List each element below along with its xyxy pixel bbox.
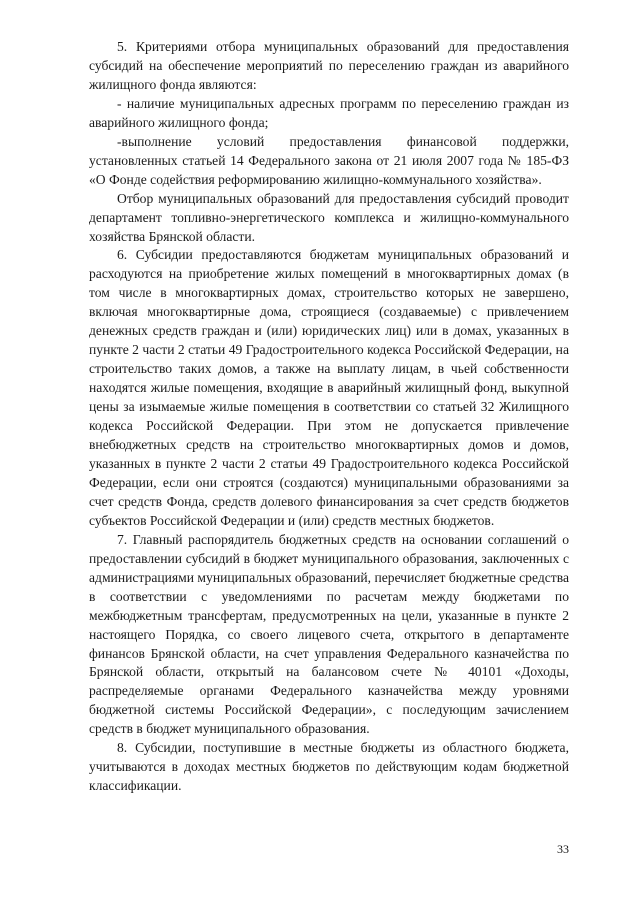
paragraph-criteria-item-conditions: -выполнение условий предоставления финансовой поддержки, установленных статьей 14 Федерального закона от 21 июля 2007 года № 185-ФЗ «О Фонде содействия реформированию жилищно-коммунального хозяйства». bbox=[89, 133, 569, 187]
paragraph-selection-department: Отбор муниципальных образований для предоставления субсидий проводит департамент топливно-энергетического комплекса и жилищно-коммунального хозяйства Брянской области. bbox=[89, 190, 569, 244]
paragraph-6-subsidies-use: 6. Субсидии предоставляются бюджетам муниципальных образований и расходуются на приобретение жилых помещений в многоквартирных домах (в том числе в многоквартирных домах, строительство которых не завершено, включая многоквартирные дома, строящиеся (создаваемые) с привлечением денежных средств граждан и (или) юридических лиц) или в домах, указанных в пункте 2 части 2 статьи 49 Градостроительного кодекса Российской Федерации, на строительство таких домов, а также на выплату лицам, в чьей собственности находятся жилые помещения, входящие в аварийный жилищный фонд, выкупной цены за изымаемые жилые помещения в соответствии со статьей 32 Жилищного кодекса Российской Федерации. При этом не допускается привлечение внебюджетных средств на строительство многоквартирных домов и домов, указанных в пункте 2 части 2 статьи 49 Градостроительного кодекса Российской Федерации, если они строятся (создаются) муниципальными образованиями за счет средств Фонда, средств долевого финансирования за счет средств бюджетов субъектов Российской Федерации и (или) средств местных бюджетов. bbox=[89, 247, 569, 528]
paragraph-8-accounting: 8. Субсидии, поступившие в местные бюджеты из областного бюджета, учитываются в доходах местных бюджетов по действующим кодам бюджетной классификации. bbox=[89, 740, 569, 794]
document-body bbox=[89, 38, 569, 796]
page-number: 33 bbox=[557, 842, 569, 856]
paragraph-5-criteria: 5. Критериями отбора муниципальных образований для предоставления субсидий на обеспечение мероприятий по переселению граждан из аварийного жилищного фонда являются: bbox=[89, 39, 569, 92]
paragraph-7-transfer: 7. Главный распорядитель бюджетных средств на основании соглашений о предоставлении субсидий в бюджет муниципального образования, заключенных с администрациями муниципальных образований, перечисляет бюджетные средства в соответствии с уведомлениями по расчетам между бюджетами по межбюджетным трансфертам, предусмотренных на цели, указанные в пункте 2 настоящего Порядка, со своего лицевого счета, открытого в департаменте финансов Брянской области, на счет управления Федерального казначейства по Брянской области, открытый на балансовом счете № 40101 «Доходы, распределяемые органами Федерального казначейства между уровнями бюджетной системы Российской Федерации», с последующим зачислением средств в бюджет муниципального образования. bbox=[89, 531, 569, 737]
paragraph-criteria-item-programs: - наличие муниципальных адресных программ по переселению граждан из аварийного жилищного фонда; bbox=[89, 95, 569, 130]
